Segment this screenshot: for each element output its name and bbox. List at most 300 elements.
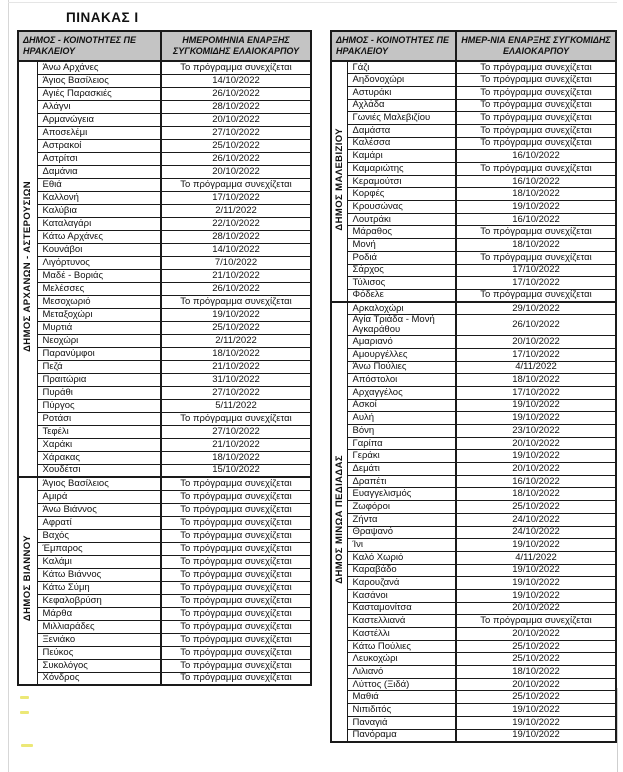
start-date-cell: Το πρόγραμμα συνεχίζεται	[161, 555, 311, 568]
community-cell: Δραπέτι	[347, 475, 456, 488]
start-date-cell: 20/10/2022	[456, 437, 616, 450]
table-row	[18, 438, 311, 451]
community-cell: Γαρίπα	[347, 437, 456, 450]
community-cell: Λιγόρτυνος	[37, 256, 161, 269]
table-row	[331, 628, 616, 641]
table-row	[331, 239, 616, 252]
table-row	[331, 640, 616, 653]
community-cell: Χόνδρος	[37, 672, 161, 685]
start-date-cell: 18/10/2022	[161, 451, 311, 464]
municipality-group-cell	[18, 61, 37, 477]
municipality-group-label: ΔΗΜΟΣ ΜΙΝΩΑ ΠΕΔΙΑΔΑΣ	[333, 454, 345, 584]
table-row	[331, 551, 616, 564]
column-header-municipalities: ΔΗΜΟΣ - ΚΟΙΝΟΤΗΤΕΣ ΠΕ ΗΡΑΚΛΕΙΟΥ	[18, 31, 161, 61]
table-row	[18, 152, 311, 165]
start-date-cell: 28/10/2022	[161, 100, 311, 113]
table-row	[331, 374, 616, 387]
start-date-cell: 18/10/2022	[456, 239, 616, 252]
start-date-cell: Το πρόγραμμα συνεχίζεται	[161, 295, 311, 308]
community-cell: Μαθιά	[347, 691, 456, 704]
community-cell: Μονή	[347, 239, 456, 252]
community-cell: Καμάρι	[347, 150, 456, 163]
community-cell: Γάζι	[347, 61, 456, 74]
start-date-cell: 27/10/2022	[161, 386, 311, 399]
table-row	[331, 348, 616, 361]
table-row	[18, 399, 311, 412]
table-row	[18, 659, 311, 672]
start-date-cell: 25/10/2022	[161, 139, 311, 152]
community-cell: Λευκοχώρι	[347, 653, 456, 666]
community-cell: Παναγιά	[347, 716, 456, 729]
start-date-cell: Το πρόγραμμα συνεχίζεται	[456, 86, 616, 99]
community-cell: Ξενιάκο	[37, 633, 161, 646]
community-cell: Μάρθα	[37, 607, 161, 620]
start-date-cell: 24/10/2022	[456, 526, 616, 539]
municipality-group-label: ΔΗΜΟΣ ΜΑΛΕΒΙΖΙΟΥ	[333, 127, 345, 231]
community-cell: Αγία Τριάδα - Μονή Αγκαράθου	[347, 315, 456, 336]
start-date-cell: 18/10/2022	[456, 188, 616, 201]
community-cell: Άγιος Βασίλειος	[37, 74, 161, 87]
community-cell: Πύργος	[37, 399, 161, 412]
community-cell: Αστρίτσι	[37, 152, 161, 165]
start-date-cell: 2/11/2022	[161, 334, 311, 347]
community-cell: Αχλάδα	[347, 99, 456, 112]
municipality-group-cell	[18, 477, 37, 685]
table-row	[331, 74, 616, 87]
table-row	[18, 386, 311, 399]
table-row	[331, 61, 616, 74]
start-date-cell: 26/10/2022	[161, 87, 311, 100]
start-date-cell: Το πρόγραμμα συνεχίζεται	[161, 581, 311, 594]
community-cell: Λύττος (Ξιδά)	[347, 678, 456, 691]
start-date-cell: Το πρόγραμμα συνεχίζεται	[456, 137, 616, 150]
table-row	[331, 526, 616, 539]
table-row	[18, 165, 311, 178]
table-row	[18, 620, 311, 633]
table-row	[18, 269, 311, 282]
table-row	[331, 124, 616, 137]
start-date-cell: Το πρόγραμμα συνεχίζεται	[161, 672, 311, 685]
community-cell: Μεταξοχώρι	[37, 308, 161, 321]
table-row	[18, 542, 311, 555]
table-row	[18, 607, 311, 620]
start-date-cell: Το πρόγραμμα συνεχίζεται	[456, 226, 616, 239]
table-row	[331, 213, 616, 226]
community-cell: Δαμάνια	[37, 165, 161, 178]
community-cell: Κάτω Αρχάνες	[37, 230, 161, 243]
table-row	[18, 191, 311, 204]
table-row	[331, 678, 616, 691]
table-row	[331, 475, 616, 488]
start-date-cell: Το πρόγραμμα συνεχίζεται	[161, 659, 311, 672]
table-row	[18, 451, 311, 464]
start-date-cell: Το πρόγραμμα συνεχίζεται	[161, 620, 311, 633]
table-row	[18, 126, 311, 139]
start-date-cell: Το πρόγραμμα συνεχίζεται	[161, 607, 311, 620]
table-row	[18, 178, 311, 191]
page-title: ΠΙΝΑΚΑΣ Ι	[66, 10, 139, 25]
community-cell: Χαράκι	[37, 438, 161, 451]
community-cell: Ασκοί	[347, 399, 456, 412]
harvest-table-left	[17, 30, 312, 686]
table-row	[18, 74, 311, 87]
community-cell: Έμπαρος	[37, 542, 161, 555]
community-cell: Αφρατί	[37, 516, 161, 529]
table-row	[331, 175, 616, 188]
start-date-cell: 26/10/2022	[161, 282, 311, 295]
table-row	[331, 336, 616, 349]
start-date-cell: Το πρόγραμμα συνεχίζεται	[456, 61, 616, 74]
start-date-cell: 31/10/2022	[161, 373, 311, 386]
community-cell: Μάραθος	[347, 226, 456, 239]
yellow-highlight-mark	[21, 744, 33, 747]
start-date-cell: 19/10/2022	[456, 201, 616, 214]
community-cell: Γεράκι	[347, 450, 456, 463]
table-row	[18, 87, 311, 100]
table-row	[331, 488, 616, 501]
table-row	[18, 295, 311, 308]
community-cell: Αρμανώγεια	[37, 113, 161, 126]
community-cell: Αμαριανό	[347, 336, 456, 349]
community-cell: Καμαριώτης	[347, 163, 456, 176]
start-date-cell: 28/10/2022	[161, 230, 311, 243]
community-cell: Μελέσσες	[37, 282, 161, 295]
start-date-cell: 21/10/2022	[161, 360, 311, 373]
municipality-group-label: ΔΗΜΟΣ ΒΙΑΝΝΟΥ	[22, 535, 33, 622]
table-row	[331, 653, 616, 666]
municipality-group-cell	[331, 61, 347, 302]
start-date-cell: Το πρόγραμμα συνεχίζεται	[456, 99, 616, 112]
community-cell: Αμουργέλλες	[347, 348, 456, 361]
start-date-cell: 19/10/2022	[456, 704, 616, 717]
table-row	[331, 112, 616, 125]
table-row	[331, 137, 616, 150]
start-date-cell: 19/10/2022	[456, 589, 616, 602]
start-date-cell: Το πρόγραμμα συνεχίζεται	[161, 477, 311, 490]
community-cell: Δαμάστα	[347, 124, 456, 137]
table-row	[331, 251, 616, 264]
table-row	[331, 615, 616, 628]
start-date-cell: 19/10/2022	[456, 399, 616, 412]
community-cell: Λιλιανό	[347, 666, 456, 679]
start-date-cell: 19/10/2022	[456, 450, 616, 463]
community-cell: Χουδέτσι	[37, 464, 161, 477]
start-date-cell: 22/10/2022	[161, 217, 311, 230]
start-date-cell: 18/10/2022	[456, 374, 616, 387]
start-date-cell: 20/10/2022	[456, 628, 616, 641]
start-date-cell: Το πρόγραμμα συνεχίζεται	[161, 61, 311, 74]
community-cell: Πραιτώρια	[37, 373, 161, 386]
start-date-cell: Το πρόγραμμα συνεχίζεται	[161, 542, 311, 555]
table-row	[18, 243, 311, 256]
start-date-cell: Το πρόγραμμα συνεχίζεται	[456, 251, 616, 264]
start-date-cell: 20/10/2022	[456, 602, 616, 615]
start-date-cell: 23/10/2022	[456, 425, 616, 438]
table-row	[331, 577, 616, 590]
start-date-cell: 17/10/2022	[456, 264, 616, 277]
start-date-cell: 2/11/2022	[161, 204, 311, 217]
start-date-cell: 7/10/2022	[161, 256, 311, 269]
yellow-highlight-mark	[20, 711, 29, 714]
community-cell: Καλάμι	[37, 555, 161, 568]
table-row	[331, 264, 616, 277]
community-cell: Κουνάβοι	[37, 243, 161, 256]
table-row	[331, 277, 616, 290]
table-row	[18, 425, 311, 438]
table-row	[331, 289, 616, 302]
start-date-cell: 19/10/2022	[456, 564, 616, 577]
community-cell: Αστρακοί	[37, 139, 161, 152]
table-row	[18, 516, 311, 529]
start-date-cell: 25/10/2022	[456, 501, 616, 514]
table-row	[18, 477, 311, 490]
start-date-cell: 26/10/2022	[456, 315, 616, 336]
right-table-container	[330, 30, 615, 743]
start-date-cell: Το πρόγραμμα συνεχίζεται	[161, 646, 311, 659]
community-cell: Κασταμονίτσα	[347, 602, 456, 615]
table-row	[331, 226, 616, 239]
community-cell: Αηδονοχώρι	[347, 74, 456, 87]
table-row	[18, 230, 311, 243]
column-header-start-date: ΗΜΕΡΟΜΗΝΙΑ ΕΝΑΡΞΗΣ ΣΥΓΚΟΜΙΔΗΣ ΕΛΑΙΟΚΑΡΠΟΥ	[161, 31, 311, 61]
page-edge-line	[8, 0, 9, 772]
table-row	[331, 729, 616, 742]
community-cell: Καλέσσα	[347, 137, 456, 150]
start-date-cell: 19/10/2022	[456, 577, 616, 590]
table-row	[18, 412, 311, 425]
start-date-cell: 19/10/2022	[161, 308, 311, 321]
start-date-cell: 19/10/2022	[456, 729, 616, 742]
start-date-cell: 5/11/2022	[161, 399, 311, 412]
table-row	[331, 666, 616, 679]
community-cell: Αλάγνι	[37, 100, 161, 113]
table-row	[18, 555, 311, 568]
table-row	[331, 539, 616, 552]
community-cell: Μιλλιαράδες	[37, 620, 161, 633]
start-date-cell: Το πρόγραμμα συνεχίζεται	[456, 112, 616, 125]
start-date-cell: 14/10/2022	[161, 74, 311, 87]
community-cell: Γωνιές Μαλεβιζίου	[347, 112, 456, 125]
community-cell: Καλλονή	[37, 191, 161, 204]
table-row	[331, 163, 616, 176]
community-cell: Ροτάσι	[37, 412, 161, 425]
column-header-start-date: ΗΜΕΡ-ΝΙΑ ΕΝΑΡΞΗΣ ΣΥΓΚΟΜΙΔΗΣ ΕΛΑΙΟΚΑΡΠΟΥ	[456, 31, 616, 61]
table-row	[331, 412, 616, 425]
table-row	[18, 594, 311, 607]
table-row	[331, 150, 616, 163]
community-cell: Χάρακας	[37, 451, 161, 464]
table-row	[18, 308, 311, 321]
community-cell: Βόνη	[347, 425, 456, 438]
start-date-cell: 16/10/2022	[456, 475, 616, 488]
community-cell: Καραβάδο	[347, 564, 456, 577]
community-cell: Μαδέ - Βοριάς	[37, 269, 161, 282]
community-cell: Κασάνοι	[347, 589, 456, 602]
start-date-cell: 20/10/2022	[161, 165, 311, 178]
table-row	[331, 201, 616, 214]
start-date-cell: 17/10/2022	[161, 191, 311, 204]
start-date-cell: Το πρόγραμμα συνεχίζεται	[161, 529, 311, 542]
start-date-cell: Το πρόγραμμα συνεχίζεται	[456, 163, 616, 176]
table-row	[331, 425, 616, 438]
table-row	[331, 315, 616, 336]
community-cell: Ζωφόροι	[347, 501, 456, 514]
start-date-cell: 16/10/2022	[456, 213, 616, 226]
start-date-cell: 18/10/2022	[456, 666, 616, 679]
table-row	[18, 347, 311, 360]
start-date-cell: Το πρόγραμμα συνεχίζεται	[161, 594, 311, 607]
table-row	[331, 399, 616, 412]
municipality-group-cell	[331, 302, 347, 742]
start-date-cell: 17/10/2022	[456, 348, 616, 361]
community-cell: Παρανύμφοι	[37, 347, 161, 360]
start-date-cell: Το πρόγραμμα συνεχίζεται	[161, 633, 311, 646]
community-cell: Αμιρά	[37, 490, 161, 503]
community-cell: Αρκαλοχώρι	[347, 302, 456, 315]
table-row	[331, 302, 616, 315]
community-cell: Συκολόγος	[37, 659, 161, 672]
table-row	[18, 503, 311, 516]
community-cell: Αποσελέμι	[37, 126, 161, 139]
community-cell: Νιπιδιτός	[347, 704, 456, 717]
community-cell: Πανόραμα	[347, 729, 456, 742]
community-cell: Άγιος Βασίλειος	[37, 477, 161, 490]
left-table-container	[17, 30, 310, 686]
start-date-cell: 14/10/2022	[161, 243, 311, 256]
table-row	[18, 217, 311, 230]
start-date-cell: Το πρόγραμμα συνεχίζεται	[456, 124, 616, 137]
start-date-cell: Το πρόγραμμα συνεχίζεται	[161, 503, 311, 516]
start-date-cell: 19/10/2022	[456, 716, 616, 729]
start-date-cell: 24/10/2022	[456, 513, 616, 526]
table-row	[331, 691, 616, 704]
community-cell: Δεμάτι	[347, 463, 456, 476]
community-cell: Καρουζανά	[347, 577, 456, 590]
table-row	[331, 437, 616, 450]
table-row	[18, 256, 311, 269]
table-row	[331, 450, 616, 463]
table-row	[331, 513, 616, 526]
start-date-cell: 15/10/2022	[161, 464, 311, 477]
start-date-cell: 18/10/2022	[161, 347, 311, 360]
start-date-cell: 18/10/2022	[456, 488, 616, 501]
table-row	[18, 282, 311, 295]
start-date-cell: 29/10/2022	[456, 302, 616, 315]
table-row	[331, 602, 616, 615]
start-date-cell: Το πρόγραμμα συνεχίζεται	[161, 490, 311, 503]
community-cell: Φόδελε	[347, 289, 456, 302]
table-row	[18, 373, 311, 386]
community-cell: Κορφές	[347, 188, 456, 201]
table-row	[18, 490, 311, 503]
start-date-cell: 27/10/2022	[161, 425, 311, 438]
community-cell: Καταλαγάρι	[37, 217, 161, 230]
community-cell: Βαχός	[37, 529, 161, 542]
table-row	[18, 113, 311, 126]
community-cell: Πεύκος	[37, 646, 161, 659]
community-cell: Άνω Πούλιες	[347, 361, 456, 374]
start-date-cell: 17/10/2022	[456, 386, 616, 399]
table-row	[331, 386, 616, 399]
table-row	[18, 568, 311, 581]
community-cell: Αστυράκι	[347, 86, 456, 99]
community-cell: Κάτω Σύμη	[37, 581, 161, 594]
community-cell: Ζήντα	[347, 513, 456, 526]
community-cell: Κεφαλοβρύση	[37, 594, 161, 607]
table-row	[18, 334, 311, 347]
start-date-cell: 20/10/2022	[456, 336, 616, 349]
start-date-cell: Το πρόγραμμα συνεχίζεται	[456, 74, 616, 87]
community-cell: Καστέλλι	[347, 628, 456, 641]
table-row	[331, 704, 616, 717]
start-date-cell: 25/10/2022	[456, 653, 616, 666]
table-row	[331, 99, 616, 112]
table-row	[18, 360, 311, 373]
table-row	[18, 61, 311, 74]
start-date-cell: 25/10/2022	[456, 640, 616, 653]
start-date-cell: Το πρόγραμμα συνεχίζεται	[456, 615, 616, 628]
start-date-cell: 16/10/2022	[456, 175, 616, 188]
table-row	[18, 464, 311, 477]
community-cell: Κεραμούτσι	[347, 175, 456, 188]
community-cell: Καλύβια	[37, 204, 161, 217]
community-cell: Μυρτιά	[37, 321, 161, 334]
community-cell: Τεφέλι	[37, 425, 161, 438]
community-cell: Αυλή	[347, 412, 456, 425]
start-date-cell: Το πρόγραμμα συνεχίζεται	[161, 568, 311, 581]
community-cell: Ροδιά	[347, 251, 456, 264]
start-date-cell: 26/10/2022	[161, 152, 311, 165]
table-row	[18, 321, 311, 334]
column-header-municipalities: ΔΗΜΟΣ - ΚΟΙΝΟΤΗΤΕΣ ΠΕ ΗΡΑΚΛΕΙΟΥ	[331, 31, 456, 61]
start-date-cell: 25/10/2022	[161, 321, 311, 334]
start-date-cell: 21/10/2022	[161, 269, 311, 282]
harvest-table-right	[330, 30, 617, 743]
page-edge-line	[617, 688, 618, 772]
table-row	[331, 716, 616, 729]
community-cell: Αρχαγγέλος	[347, 386, 456, 399]
table-row	[331, 86, 616, 99]
community-cell: Άνω Βιάννος	[37, 503, 161, 516]
community-cell: Σάρχος	[347, 264, 456, 277]
start-date-cell: 20/10/2022	[456, 463, 616, 476]
start-date-cell: 4/11/2022	[456, 551, 616, 564]
community-cell: Αγιές Παρασκιές	[37, 87, 161, 100]
community-cell: Λουτράκι	[347, 213, 456, 226]
table-row	[18, 204, 311, 217]
community-cell: Άνω Αρχάνες	[37, 61, 161, 74]
table-row	[18, 529, 311, 542]
page-edge-line	[8, 2, 617, 3]
table-row	[18, 646, 311, 659]
community-cell: Απόστολοι	[347, 374, 456, 387]
community-cell: Καστελλιανά	[347, 615, 456, 628]
table-row	[331, 501, 616, 514]
table-row	[18, 633, 311, 646]
municipality-group-label: ΔΗΜΟΣ ΑΡΧΑΝΩΝ - ΑΣΤΕΡΟΥΣΙΩΝ	[22, 181, 33, 352]
community-cell: Εθιά	[37, 178, 161, 191]
start-date-cell: 16/10/2022	[456, 150, 616, 163]
table-row	[331, 361, 616, 374]
start-date-cell: 4/11/2022	[456, 361, 616, 374]
start-date-cell: 21/10/2022	[161, 438, 311, 451]
table-row	[331, 463, 616, 476]
table-row	[18, 100, 311, 113]
start-date-cell: 19/10/2022	[456, 539, 616, 552]
table-row	[18, 581, 311, 594]
community-cell: Κάτω Βιάννος	[37, 568, 161, 581]
community-cell: Μεσοχωριό	[37, 295, 161, 308]
